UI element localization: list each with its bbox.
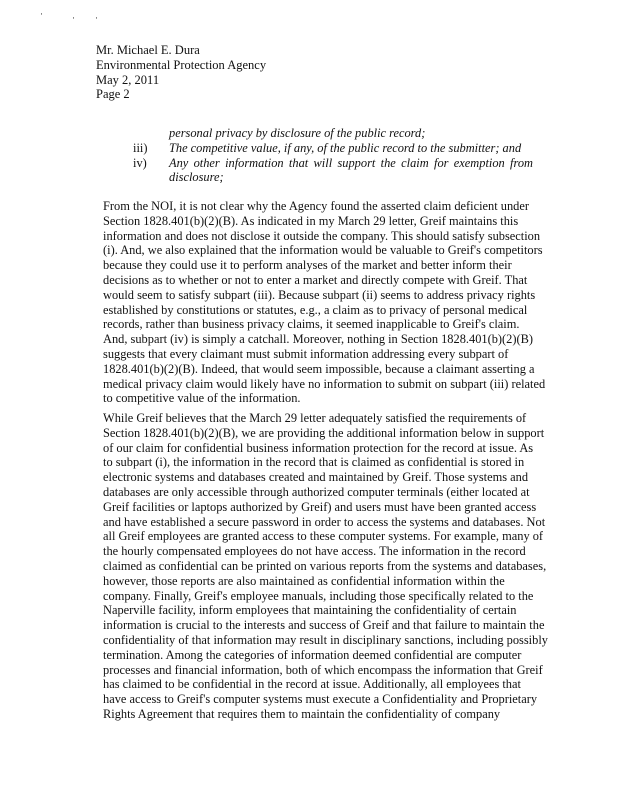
paragraph-line: however, those reports are also maintained as confidential information within the bbox=[103, 573, 505, 588]
paragraph-line: suggests that every claimant must submit information addressing every subpart of bbox=[103, 346, 509, 361]
paragraph-line: termination. Among the categories of information deemed confidential are computer bbox=[103, 647, 522, 662]
paragraph-line: confidentiality of that information may result in disciplinary sanctions, including possibly bbox=[103, 632, 548, 647]
paragraph-line: have access to Greif's computer systems must execute a Confidentiality and Proprietary bbox=[103, 692, 538, 707]
body-paragraph bbox=[103, 199, 546, 406]
recipient-agency: Environmental Protection Agency bbox=[96, 57, 267, 72]
paragraph-line: would seem to satisfy subpart (iii). Because subpart (ii) seems to address privacy rights bbox=[103, 287, 536, 302]
letter-date: May 2, 2011 bbox=[96, 72, 160, 87]
paragraph-line: Naperville facility, inform employees that maintaining the confidentiality of certain bbox=[103, 603, 517, 618]
paragraph-line: company. Finally, Greif's employee manuals, including those specifically related to the bbox=[103, 588, 534, 603]
requirement-item bbox=[133, 156, 533, 186]
paragraph-line: records, rather than business privacy claims, it seemed inapplicable to Greif's claim. bbox=[103, 317, 520, 332]
paragraph-line: (i). And, we also explained that the information would be valuable to Greif's competitors bbox=[103, 243, 543, 258]
paragraph-line: to subpart (i), the information in the record that is claimed as confidential is stored in bbox=[103, 455, 525, 470]
paragraph-line: the hourly compensated employees do not have access. The information in the record bbox=[103, 544, 526, 559]
paragraph-line: processes and financial information, both of which encompass the information that Greif bbox=[103, 662, 543, 677]
scan-speck: · bbox=[40, 9, 43, 19]
requirement-text: The competitive value, if any, of the public record to the submitter; and bbox=[169, 140, 522, 155]
scan-speck: · bbox=[72, 13, 75, 23]
paragraph-line: information is crucial to the interests and success of Greif and that failure to maintain the bbox=[103, 618, 545, 633]
paragraph-line: Rights Agreement that requires them to maintain the confidentiality of company bbox=[103, 706, 501, 721]
paragraph-line: medical privacy claim would likely have no information to submit on subpart (iii) related bbox=[103, 376, 546, 391]
paragraph-line: decisions as to whether or not to enter a market and directly compete with Greif. That bbox=[103, 272, 528, 287]
paragraph-line: and have established a secure password in order to access the systems and databases. Not bbox=[103, 514, 546, 529]
paragraph-line: has claimed to be confidential in the record at issue. Additionally, all employees that bbox=[103, 677, 521, 692]
paragraph-line: And, subpart (iv) is simply a catchall. Moreover, nothing in Section 1828.401(b)(2)(B) bbox=[103, 332, 533, 347]
paragraph-line: all Greif employees are granted access to these computer systems. For example, many of bbox=[103, 529, 544, 544]
recipient-name: Mr. Michael E. Dura bbox=[96, 43, 200, 57]
scan-speck: · bbox=[95, 13, 98, 23]
paragraph-line: of our claim for confidential business information protection for the record at issue. As bbox=[103, 440, 534, 455]
paragraph-line: Greif facilities or laptops authorized by Greif) and users must have been granted access bbox=[103, 499, 537, 514]
paragraph-line: While Greif believes that the March 29 letter adequately satisfied the requirements of bbox=[103, 411, 527, 425]
paragraph-line: 1828.401(b)(2)(B). Indeed, that would seem impossible, because a claimant asserting a bbox=[103, 361, 535, 376]
paragraph-line: Section 1828.401(b)(2)(B). As indicated in my March 29 letter, Greif maintains this bbox=[103, 213, 519, 228]
requirement-number: iv) bbox=[133, 155, 147, 170]
paragraph-line: From the NOI, it is not clear why the Agency found the asserted claim deficient under bbox=[103, 199, 529, 213]
paragraph-line: electronic systems and databases created and maintained by Greif. Those systems and bbox=[103, 470, 529, 485]
requirement-text: personal privacy by disclosure of the public record; bbox=[169, 126, 426, 140]
paragraph-line: databases are only accessible through authorized computer terminals (either located at bbox=[103, 484, 530, 499]
body-paragraph bbox=[103, 411, 548, 722]
paragraph-line: to competitive value of the information. bbox=[103, 391, 301, 406]
requirements-list bbox=[133, 126, 533, 185]
requirement-text: Any other information that will support the claim for exemption from disclosure; bbox=[169, 155, 533, 185]
requirement-number: iii) bbox=[133, 140, 148, 155]
requirement-item bbox=[133, 126, 533, 141]
paragraph-line: claimed as confidential can be printed on various reports from the systems and databases, bbox=[103, 558, 547, 573]
paragraph-line: established by constitutions or statutes, e.g., a claim as to privacy of personal medical bbox=[103, 302, 528, 317]
paragraph-line: Section 1828.401(b)(2)(B), we are providing the additional information below in support bbox=[103, 425, 545, 440]
requirement-item bbox=[133, 141, 533, 156]
paragraph-line: because they could use it to perform analyses of the market and better inform their bbox=[103, 258, 512, 273]
paragraph-line: information and does not disclose it outside the company. This should satisfy subsection bbox=[103, 228, 541, 243]
letter-header bbox=[96, 43, 266, 102]
page-number: Page 2 bbox=[96, 87, 130, 102]
